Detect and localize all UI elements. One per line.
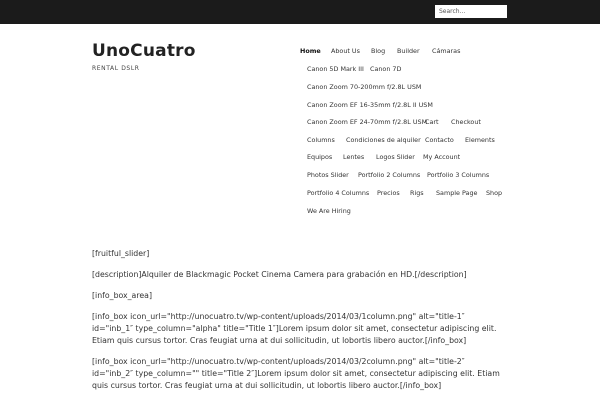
- content-paragraph: [description]Alquiler de Blackmagic Pocket Cinema Camera para grabación en HD.[/description]: [92, 270, 467, 279]
- nav-item-elements[interactable]: Elements: [465, 136, 495, 144]
- nav-item-about-us[interactable]: About Us: [331, 47, 360, 55]
- content-paragraph: [info_box icon_url="http://unocuatro.tv/wp-content/uploads/2014/03/2column.png" alt="title-2″ id="inb_2″ type_column="" title="Title 2″]Lorem ipsum dolor sit amet, consectetur adipiscing elit. Etiam quis cursus tortor. Cras feugiat urna at dui sollicitudin, ut lobortis libero auctor.[/info_box]: [92, 357, 500, 390]
- site-title[interactable]: UnoCuatro: [92, 41, 196, 61]
- nav-item-lentes[interactable]: Lentes: [343, 153, 365, 161]
- nav-item-we-are-hiring[interactable]: We Are Hiring: [307, 207, 351, 215]
- nav-item-rigs[interactable]: Rigs: [410, 189, 424, 197]
- site-description: RENTAL DSLR: [92, 65, 140, 72]
- nav-item-checkout[interactable]: Checkout: [451, 118, 481, 126]
- nav-item-sample-page[interactable]: Sample Page: [436, 189, 478, 197]
- nav-item-portfolio-4-columns[interactable]: Portfolio 4 Columns: [307, 189, 370, 197]
- nav-item-canon-5d-mark-iii[interactable]: Canon 5D Mark III: [307, 65, 364, 73]
- nav-item-logos-slider[interactable]: Logos Slider: [376, 153, 415, 161]
- page-content: [92, 248, 506, 401]
- nav-item-my-account[interactable]: My Account: [423, 153, 461, 161]
- nav-item-portfolio-2-columns[interactable]: Portfolio 2 Columns: [358, 171, 421, 179]
- nav-item-precios[interactable]: Precios: [377, 189, 400, 197]
- nav-item-columns[interactable]: Columns: [307, 136, 335, 144]
- nav-item-canon-7d[interactable]: Canon 7D: [370, 65, 402, 73]
- nav-item-canon-zoom-16-35[interactable]: Canon Zoom EF 16-35mm f/2.8L II USM: [307, 101, 433, 109]
- nav-item-home[interactable]: Home: [300, 47, 321, 55]
- content-paragraph: [fruitful_slider]: [92, 249, 150, 258]
- nav-item-builder[interactable]: Builder: [397, 47, 420, 55]
- nav-item-camaras[interactable]: Cámaras: [432, 47, 461, 55]
- nav-item-canon-zoom-24-70[interactable]: Canon Zoom EF 24-70mm f/2.8L USM: [307, 118, 428, 126]
- nav-item-cart[interactable]: Cart: [425, 118, 439, 126]
- nav-item-blog[interactable]: Blog: [371, 47, 386, 55]
- content-paragraph: [info_box icon_url="http://unocuatro.tv/wp-content/uploads/2014/03/1column.png" alt="title-1″ id="inb_1″ type_column="alpha" title="Title 1″]Lorem ipsum dolor sit amet, consectetur adipiscing elit. Etiam quis cursus tortor. Cras feugiat urna at dui sollicitudin, ut lobortis libero auctor.[/info_box]: [92, 312, 497, 345]
- nav-item-portfolio-3-columns[interactable]: Portfolio 3 Columns: [427, 171, 490, 179]
- nav-item-equipos[interactable]: Equipos: [307, 153, 333, 161]
- nav-item-photos-slider[interactable]: Photos Slider: [307, 171, 349, 179]
- nav-item-contacto[interactable]: Contacto: [425, 136, 454, 144]
- nav-item-condiciones-de-alquiler[interactable]: Condiciones de alquiler: [346, 136, 421, 144]
- content-paragraph: [info_box_area]: [92, 291, 152, 300]
- nav-item-canon-zoom-70-200[interactable]: Canon Zoom 70-200mm f/2.8L USM: [307, 83, 422, 91]
- nav-item-shop[interactable]: Shop: [486, 189, 503, 197]
